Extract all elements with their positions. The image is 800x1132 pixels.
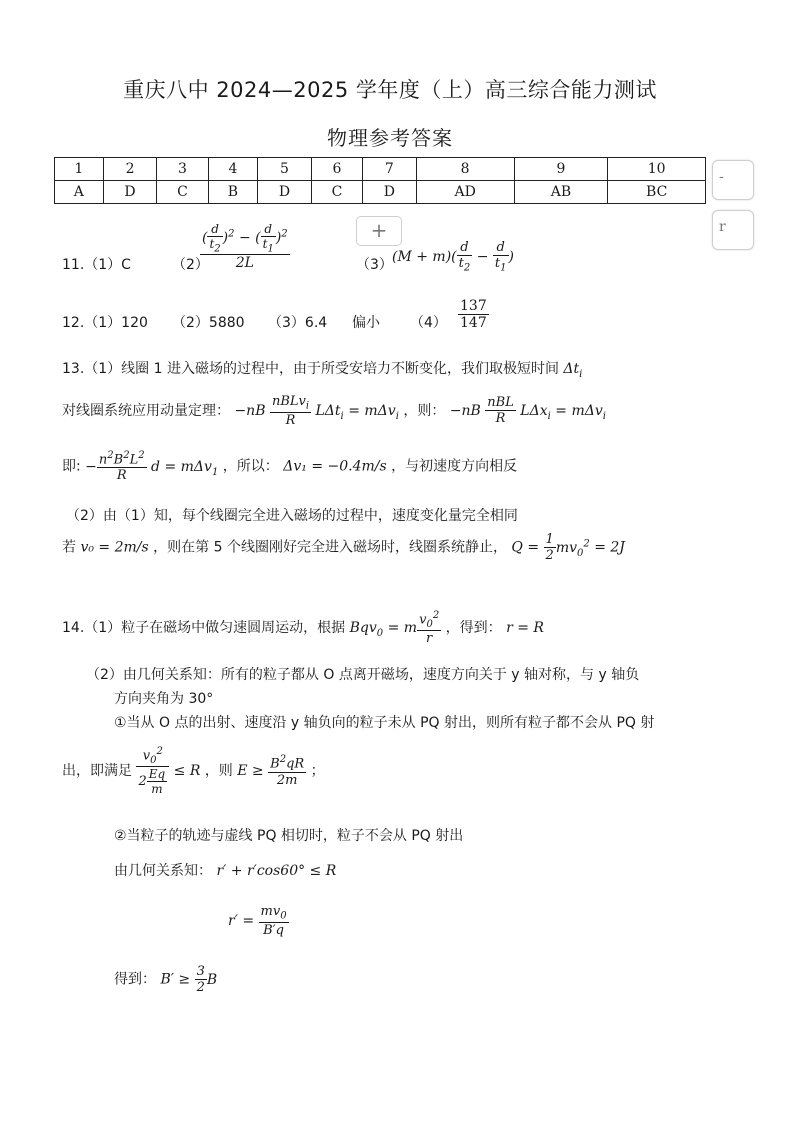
table-cell-answer: B [208, 181, 257, 204]
table-cell-number: 9 [514, 158, 608, 181]
q14-line3: 方向夹角为 30° [114, 691, 214, 707]
table-row-numbers [55, 158, 706, 181]
q14-line5-prefix: 出，即满足 [62, 762, 132, 779]
q14-line1-prefix: 14.（1）粒子在磁场中做匀速圆周运动，根据 [62, 619, 346, 636]
side-panel-button-2[interactable] [712, 210, 754, 250]
q13-line3-value: Δv₁ = −0.4m/s [283, 458, 387, 475]
table-cell-answer: D [363, 181, 417, 204]
q13-line5-prefix: 若 [62, 539, 76, 556]
q14-line8-lhs: r′ = [228, 912, 255, 929]
q13-line2: 对线圈系统应用动量定理： −nB $\frac{nBLv_i}{R}$ LΔt$_i$ = mΔv$_i$ ，则： −nB $\frac{\text{nBL}}{R}$ LΔx$_i$ = mΔv$_i$ [62, 394, 606, 428]
q14-line5: 出，即满足 $v_0^2$ 2 $\frac{Eq}{m}$ ≤ R ，则 E ≥ $\frac{B^2qR}{2m}$ ； [62, 746, 325, 796]
q13-line1-text: 13.（1）线圈 1 进入磁场的过程中，由于所受安培力不断变化，我们取极短时间 [62, 361, 559, 377]
q14-line7-expr: r′ + r′cos60° ≤ R [216, 863, 337, 879]
add-button[interactable]: + [356, 216, 402, 246]
table-row-answers [55, 181, 706, 204]
q14-line1: 14.（1）粒子在磁场中做匀速圆周运动，根据 Bqv$_0$ = m $\frac{v_0^2}{r}$ ，得到： r = R [62, 610, 544, 646]
q13-line5: 若 v₀ = 2m/s ，则在第 5 个线圈刚好完全进入磁场时，线圈系统静止， Q = $\frac{1}{2}$ $mv_0^2 = 2J$ [62, 532, 625, 563]
side-button-2-icon: r [719, 219, 726, 235]
table-cell-number: 6 [311, 158, 362, 181]
q14-line7-prefix: 由几何关系知： [114, 863, 212, 879]
side-panel-button-1[interactable] [712, 160, 754, 200]
q13-line5-v0: v₀ = 2m/s [80, 539, 149, 556]
table-cell-answer: BC [608, 181, 706, 204]
page-subtitle: 物理参考答案 [327, 126, 453, 150]
q13-line3: 即: − $\frac{n^2B^2L^2}{R}$ d = mΔv$_1$ ，所以： Δv₁ = −0.4m/s ，与初速度方向相反 [62, 450, 518, 484]
table-cell-number: 10 [608, 158, 706, 181]
table-cell-number: 1 [55, 158, 104, 181]
q12-denominator: 147 [460, 315, 487, 331]
table-cell-number: 8 [416, 158, 514, 181]
page-title: 重庆八中 2024—2025 学年度（上）高三综合能力测试 [123, 78, 657, 102]
table-cell-answer: A [55, 181, 104, 204]
table-cell-answer: AB [514, 181, 608, 204]
q14-line9-lhs: B′ ≥ [160, 971, 191, 988]
q13-line5-mid: ，则在第 5 个线圈刚好完全进入磁场时，线圈系统静止， [153, 539, 507, 556]
q11-part3-formula: (M + m)( $\frac{d}{t_2}$ − $\frac{d}{t_1}$ ) [392, 240, 514, 274]
q12-part2: （2）5880 [172, 315, 245, 331]
q12-label: 12.（1）120 [62, 315, 148, 331]
q11-label: 11.（1）C [62, 257, 131, 273]
q14-line8: r′ = $\frac{mv_0}{B'q}$ [228, 904, 287, 938]
q11-part2-formula: ( $\frac{d}{t_2}$ )$^2$ − ( $\frac{d}{t_1}$ )$^2$ 2L [202, 222, 288, 272]
table-cell-answer: C [157, 181, 208, 204]
q14-line5-suffix: ； [310, 762, 325, 779]
side-button-1-icon: - [719, 169, 724, 185]
q13-line3-prefix: 即: [62, 458, 81, 475]
table-cell-answer: D [103, 181, 157, 204]
q14-line4: ①当从 O 点的出射、速度沿 y 轴负向的粒子未从 PQ 射出，则所有粒子都不会从 PQ 射 [114, 715, 655, 731]
q14-line7 [114, 860, 336, 880]
q13-line3-suffix: ，与初速度方向相反 [391, 458, 518, 475]
q14-line1-mid: ，得到： [445, 619, 502, 636]
q12-part4-fraction [458, 298, 489, 331]
q14-line2: （2）由几何关系知：所有的粒子都从 O 点离开磁场，速度方向关于 y 轴对称，与 y 轴负 [86, 667, 640, 683]
table-cell-number: 2 [103, 158, 157, 181]
table-cell-answer: C [311, 181, 362, 204]
table-cell-answer: AD [416, 181, 514, 204]
table-cell-answer: D [258, 181, 312, 204]
q12-part3: （3）6.4 [268, 315, 328, 331]
table-cell-number: 5 [258, 158, 312, 181]
q12-part4-label: （4） [410, 315, 447, 331]
q12-part3-note: 偏小 [352, 315, 380, 331]
q13-line5-result: = 2J [594, 539, 625, 556]
q11-part3-label: （3） [356, 257, 393, 273]
q13-line4: （2）由（1）知，每个线圈完全进入磁场的过程中，速度变化量完全相同 [66, 508, 518, 524]
q14-line9: 得到： B′ ≥ $\frac{3}{2}$ B [114, 964, 218, 995]
q12-numerator: 137 [460, 298, 487, 314]
answer-table [54, 157, 706, 204]
table-cell-number: 7 [363, 158, 417, 181]
q13-line2-prefix: 对线圈系统应用动量定理： [62, 402, 230, 419]
q13-line1: 13.（1）线圈 1 进入磁场的过程中，由于所受安培力不断变化，我们取极短时间 $\Delta t_i$ [62, 361, 583, 380]
q14-line1-result: r = R [506, 619, 544, 636]
q13-line5-q: Q = [511, 539, 540, 556]
table-cell-number: 3 [157, 158, 208, 181]
table-cell-number: 4 [208, 158, 257, 181]
q14-line6: ②当粒子的轨迹与虚线 PQ 相切时，粒子不会从 PQ 射出 [114, 828, 464, 844]
q13-line3-mid: ，所以： [222, 458, 279, 475]
q13-line2-mid: ，则： [403, 402, 446, 419]
q11-part2-label: （2） [172, 257, 209, 273]
q14-line9-prefix: 得到： [114, 971, 156, 988]
q14-line5-mid: ，则 [204, 762, 233, 779]
